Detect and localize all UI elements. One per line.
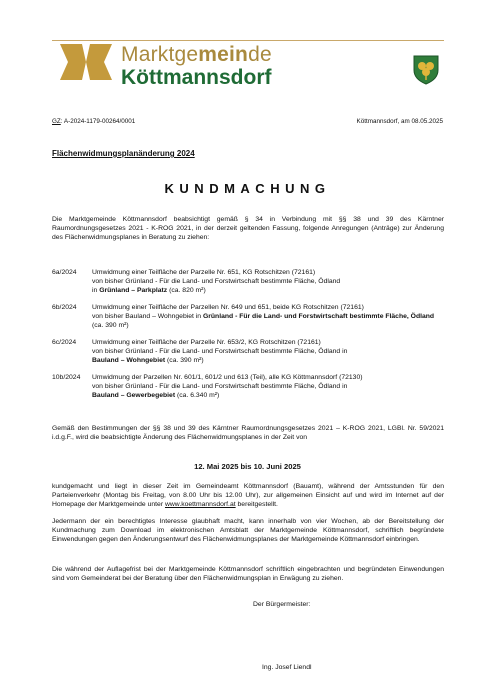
website-link[interactable]: www.koettmannsdorf.at bbox=[164, 501, 236, 508]
signoff-label: Der Bürgermeister: bbox=[253, 601, 311, 608]
header-rule bbox=[52, 40, 444, 41]
municipality-logo-icon bbox=[60, 42, 112, 82]
intro-paragraph: Die Marktgemeinde Köttmannsdorf beabsichtigt gemäß § 34 in Verbindung mit §§ 38 und 39 des Kärntner Raumordnungsgesetzes 2021 - K-ROG 2021, in der derzeit geltenden Fassung, folgende Anregungen (Anträge) zur Änderung des Flächenwidmungsplanes in Beratung zu ziehen: bbox=[52, 216, 444, 241]
amendment-line: von bisher Grünland - Für die Land- und Forstwirtschaft bestimmte Fläche, Ödland in bbox=[92, 383, 348, 390]
display-period: 12. Mai 2025 bis 10. Juni 2025 bbox=[194, 462, 301, 471]
amendment-line: von bisher Grünland - Für die Land- und Forstwirtschaft bestimmte Fläche, Ödland bbox=[92, 278, 341, 285]
subject-heading: Flächenwidmungsplanänderung 2024 bbox=[52, 149, 195, 158]
amendment-target: in Grünland – Parkplatz (ca. 820 m²) bbox=[92, 287, 206, 294]
council-paragraph: Die während der Auflagefrist bei der Marktgemeinde Köttmannsdorf schriftlich eingebrachten und begründeten Einwendungen sind vom Gemeinderat bei der Beratung über den Flächenwidmungsplan in Erwägung zu ziehen. bbox=[52, 566, 444, 582]
signatory-name: Ing. Josef Liendl bbox=[262, 664, 312, 671]
amendment-code: 6c/2024 bbox=[52, 339, 77, 346]
amendment-item bbox=[52, 268, 444, 295]
amendment-line: von bisher Grünland - Für die Land- und Forstwirtschaft bestimmte Fläche, Ödland in bbox=[92, 348, 348, 355]
amendment-target: von bisher Bauland – Wohngebiet in Grünland - Für die Land- und Forstwirtschaft bestimmte Fläche, Ödland (ca. 390 m²) bbox=[92, 313, 435, 329]
amendment-code: 10b/2024 bbox=[52, 374, 81, 381]
objection-paragraph: Jedermann der ein berechtigtes Interesse glaubhaft macht, kann innerhalb von vier Wochen, ab der Bereitstellung der Kundmachung zum Download im elektronischen Amtsblatt der Marktgemeinde Köttmannsdorf, schriftlich begründete Einwendungen gegen den Änderungsentwurf des Flächenwidmungsplanes der Marktgemeinde Köttmannsdorf einbringen. bbox=[52, 518, 444, 543]
amendment-line: Umwidmung der Parzellen Nr. 601/1, 601/2 und 613 (Teil), alle KG Köttmannsdorf (72130) bbox=[92, 374, 363, 381]
page-title: KUNDMACHUNG bbox=[164, 181, 331, 196]
amendment-item bbox=[52, 303, 444, 330]
file-reference: GZ: A-2024-1179-00264/0001 bbox=[52, 118, 136, 125]
display-paragraph: kundgemacht und liegt in dieser Zeit im Gemeindeamt Köttmannsdorf (Bauamt), während der Amtsstunden für den Parteienverkehr (Montag bis Freitag, von 8.00 Uhr bis 12.00 Uhr), zur allgemeinen Einsicht auf und wird im Internet auf der Homepage der Marktgemeinde unter www.koettmannsdorf.at bereitgestellt. bbox=[52, 483, 444, 508]
legal-paragraph: Gemäß den Bestimmungen der §§ 38 und 39 des Kärntner Raumordnungsgesetzes 2021 – K-ROG 2021, LGBl. Nr. 59/2021 i.d.g.F., wird die beabsichtigte Änderung des Flächenwidmungsplanes in der Zeit von bbox=[52, 425, 444, 441]
amendment-line: Umwidmung einer Teilfläche der Parzelle Nr. 651, KG Rotschitzen (72161) bbox=[92, 269, 316, 276]
amendment-item bbox=[52, 338, 444, 365]
amendment-item bbox=[52, 373, 444, 400]
amendment-code: 6a/2024 bbox=[52, 269, 77, 276]
amendment-code: 6b/2024 bbox=[52, 304, 77, 311]
place-date: Köttmannsdorf, am 08.05.2025 bbox=[356, 118, 443, 125]
brand-line-2: Köttmannsdorf bbox=[121, 66, 272, 89]
amendment-target: Bauland – Gewerbegebiet (ca. 6.340 m²) bbox=[92, 392, 220, 399]
municipal-crest-icon bbox=[413, 55, 439, 85]
amendment-list bbox=[52, 268, 444, 408]
amendment-target: Bauland – Wohngebiet (ca. 390 m²) bbox=[92, 357, 204, 364]
amendment-line: Umwidmung einer Teilfläche der Parzellen Nr. 649 und 651, beide KG Rotschitzen (72161) bbox=[92, 304, 364, 311]
amendment-line: Umwidmung einer Teilfläche der Parzelle Nr. 653/2, KG Rotschitzen (72161) bbox=[92, 339, 321, 346]
brand-line-1: Marktgemeinde bbox=[121, 43, 272, 66]
